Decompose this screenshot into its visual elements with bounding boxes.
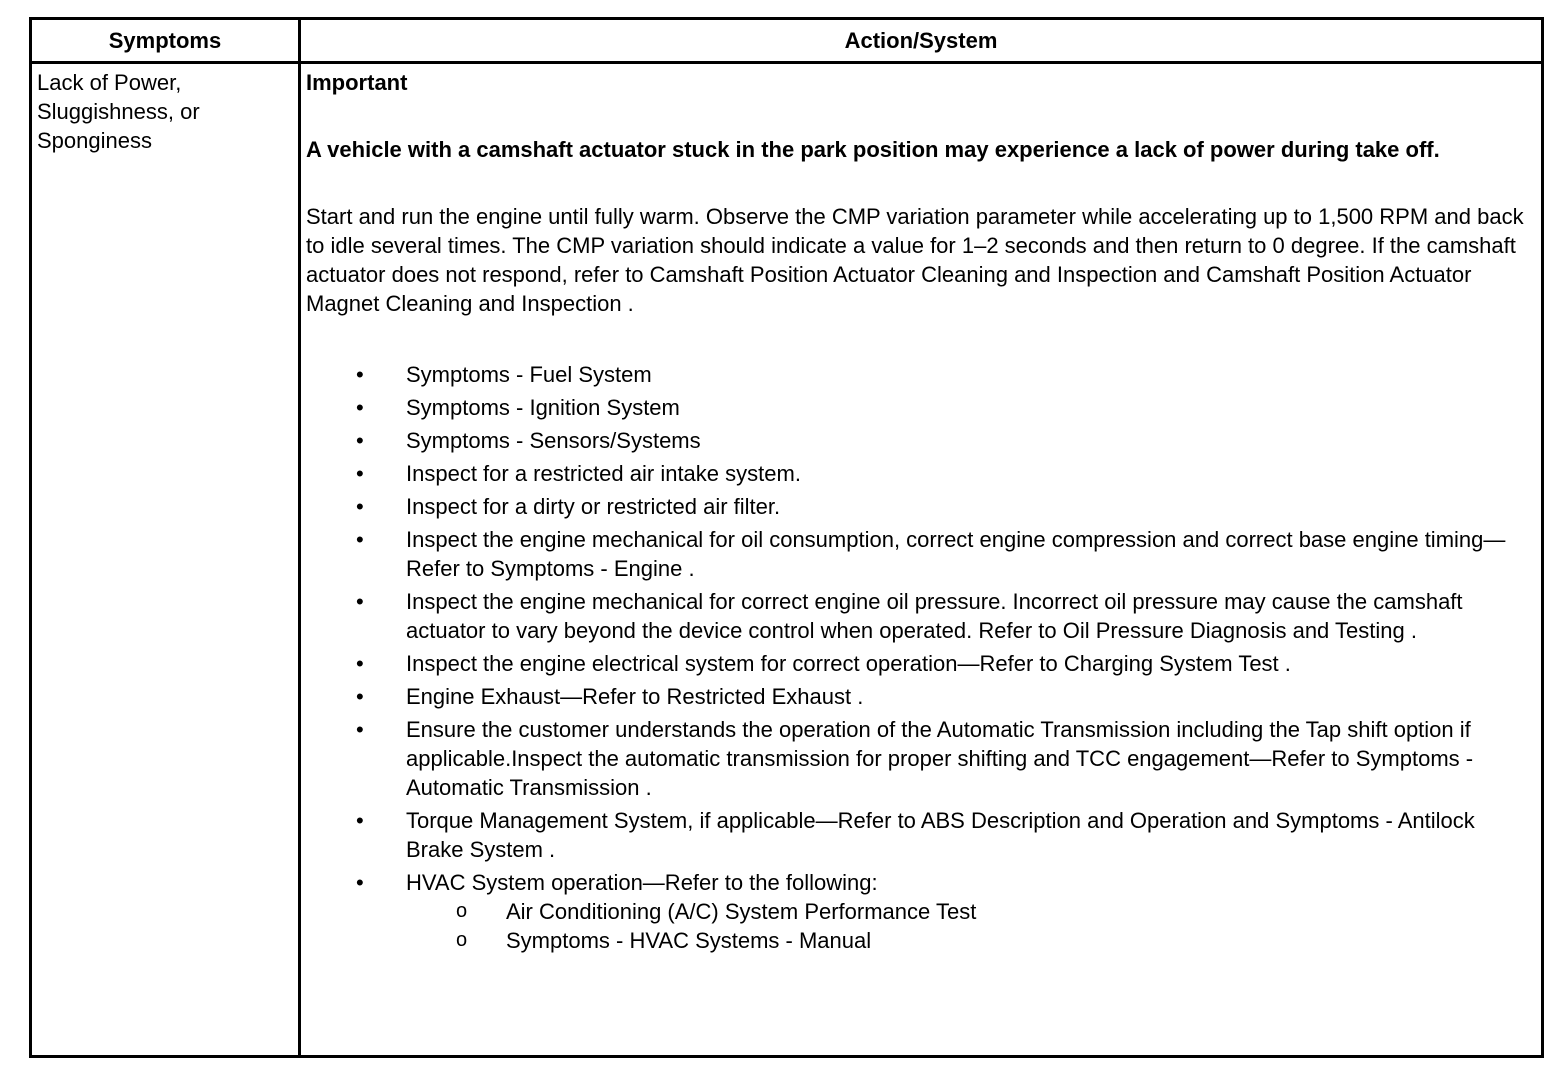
bullet-icon: •: [356, 395, 364, 420]
list-item: [306, 868, 1538, 955]
list-item-text: Torque Management System, if applicable—Refer to ABS Description and Operation and Symptoms - Antilock Brake System .: [406, 808, 1475, 862]
bullet-icon: •: [356, 527, 364, 552]
list-item: [306, 587, 1538, 645]
sub-list-item-text: Air Conditioning (A/C) System Performance Test: [506, 899, 977, 924]
list-item: [306, 393, 1538, 422]
bullet-icon: •: [356, 494, 364, 519]
sub-list-item-text: Symptoms - HVAC Systems - Manual: [506, 928, 872, 953]
sub-list-item: [406, 897, 1538, 926]
symptom-line: Lack of Power,: [37, 70, 182, 95]
list-item-text: Engine Exhaust—Refer to Restricted Exhaust .: [406, 684, 864, 709]
symptom-cell: [37, 68, 292, 155]
column-divider: [298, 20, 301, 1055]
symptom-line: Sluggishness, or: [37, 99, 200, 124]
list-item: [306, 525, 1538, 583]
list-item-text: Inspect for a restricted air intake system.: [406, 461, 801, 486]
important-note: A vehicle with a camshaft actuator stuck in the park position may experience a lack of power during take off.: [306, 137, 1440, 162]
bullet-icon: •: [356, 362, 364, 387]
table-header-row: [32, 20, 1541, 64]
bullet-icon: •: [356, 428, 364, 453]
list-item-text: Inspect for a dirty or restricted air filter.: [406, 494, 781, 519]
list-item: [306, 682, 1538, 711]
list-item: [306, 459, 1538, 488]
header-symptoms: Symptoms: [108, 28, 222, 53]
important-label: Important: [306, 70, 408, 95]
list-item-text: Inspect the engine electrical system for correct operation—Refer to Charging System Test .: [406, 651, 1291, 676]
bullet-icon: •: [356, 717, 364, 742]
symptom-table: [29, 17, 1544, 1058]
sub-list-item: [406, 926, 1538, 955]
bullet-icon: •: [356, 684, 364, 709]
sub-list: [406, 897, 1538, 955]
list-item-text: HVAC System operation—Refer to the following:: [406, 870, 878, 895]
list-item-text: Inspect the engine mechanical for oil consumption, correct engine compression and correct base engine timing—Refer to Symptoms - Engine .: [406, 527, 1506, 581]
bullet-icon: •: [356, 870, 364, 895]
header-action-system: Action/System: [844, 28, 998, 53]
bullet-icon: •: [356, 808, 364, 833]
list-item-text: Ensure the customer understands the operation of the Automatic Transmission including the Tap shift option if applicable.Inspect the automatic transmission for proper shifting and TCC engagement—Refer to Symptoms - Automatic Transmission .: [406, 717, 1474, 800]
symptom-line: Sponginess: [37, 128, 152, 153]
bullet-icon: •: [356, 589, 364, 614]
list-item: [306, 649, 1538, 678]
list-item: [306, 360, 1538, 389]
bullet-icon: •: [356, 651, 364, 676]
circle-bullet-icon: o: [456, 929, 468, 951]
list-item-text: Inspect the engine mechanical for correct engine oil pressure. Incorrect oil pressure may cause the camshaft actuator to vary beyond the device control when operated. Refer to Oil Pressure Diagnosis and Testing .: [406, 589, 1463, 643]
circle-bullet-icon: o: [456, 900, 468, 922]
list-item: [306, 806, 1538, 864]
list-item: [306, 715, 1538, 802]
bullet-icon: •: [356, 461, 364, 486]
list-item-text: Symptoms - Fuel System: [406, 362, 652, 387]
list-item-text: Symptoms - Ignition System: [406, 395, 680, 420]
action-list: [306, 360, 1538, 955]
list-item: [306, 492, 1538, 521]
action-cell: [306, 68, 1538, 959]
list-item: [306, 426, 1538, 455]
procedure-paragraph: Start and run the engine until fully warm. Observe the CMP variation parameter while accelerating up to 1,500 RPM and back to idle several times. The CMP variation should indicate a value for 1–2 seconds and then return to 0 degree. If the camshaft actuator does not respond, refer to Camshaft Position Actuator Cleaning and Inspection and Camshaft Position Actuator Magnet Cleaning and Inspection .: [306, 204, 1524, 316]
list-item-text: Symptoms - Sensors/Systems: [406, 428, 701, 453]
